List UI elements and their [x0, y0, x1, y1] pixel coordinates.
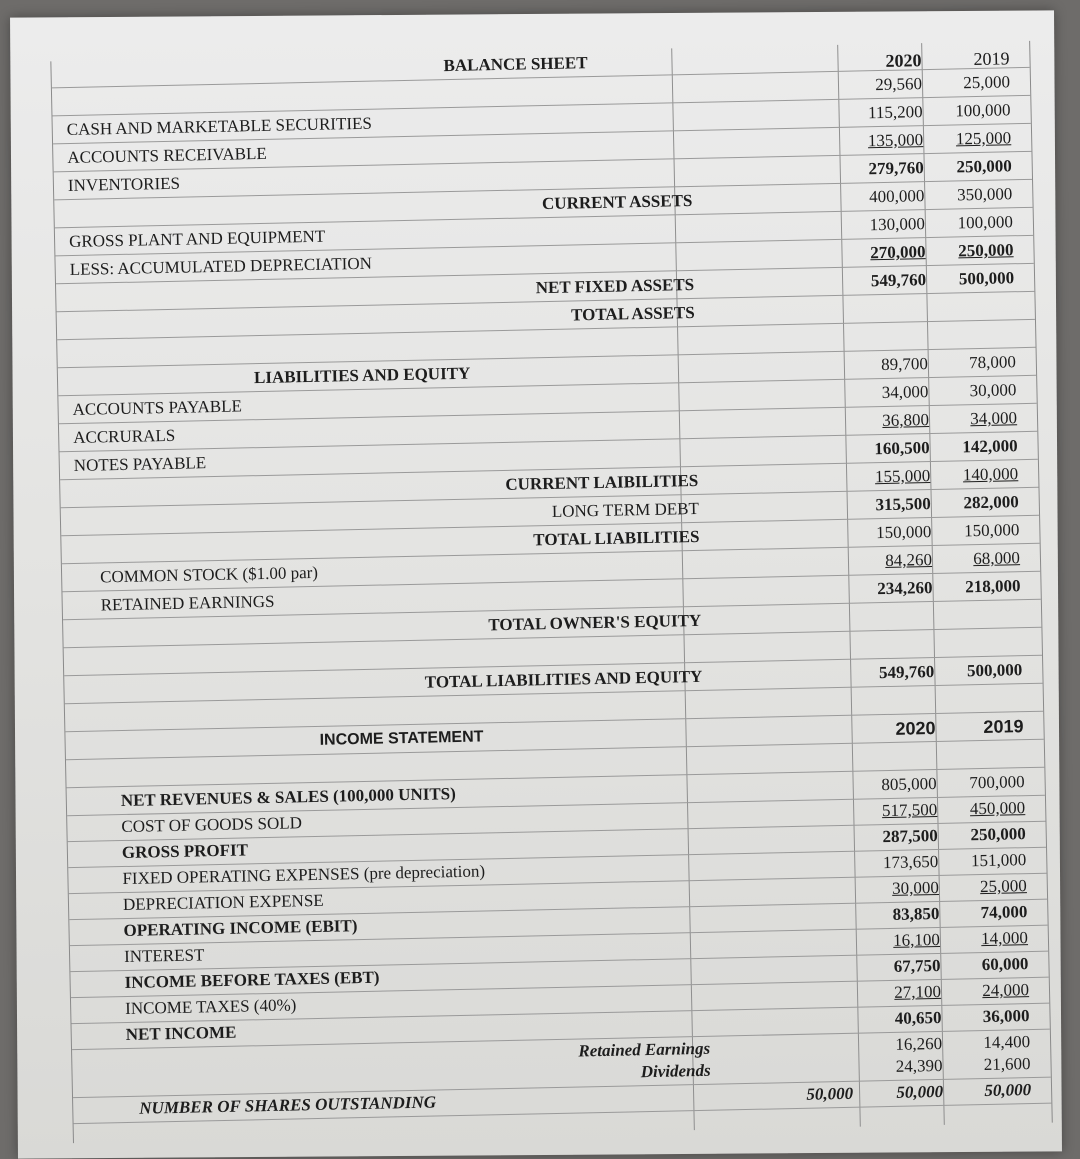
row-label: GROSS PROFIT — [121, 840, 249, 863]
row-label: ACCRURALS — [73, 425, 176, 447]
value-2019: 218,000 — [965, 576, 1021, 597]
value-2020: 67,750 — [893, 955, 941, 976]
liabilities-title: LIABILITIES AND EQUITY — [253, 363, 471, 388]
row-label-net-fixed-assets: NET FIXED ASSETS — [535, 274, 695, 298]
row-label: NET INCOME — [125, 1022, 237, 1045]
retained-earnings-label: Retained Earnings — [578, 1038, 711, 1061]
row-label: ACCOUNTS RECEIVABLE — [67, 143, 267, 168]
value-2020: 34,000 — [881, 382, 929, 403]
value-2020: 549,760 — [878, 662, 935, 683]
value-2020: 16,100 — [892, 929, 941, 950]
row-label-total-liabilities-and-equity: TOTAL LIABILITIES AND EQUITY — [424, 666, 703, 692]
value-2020: 50,000 — [896, 1081, 944, 1102]
row-label: DEPRECIATION EXPENSE — [122, 890, 324, 915]
value-2019: 50,000 — [984, 1080, 1032, 1101]
year-2020-header: 2020 — [895, 717, 936, 739]
value-2019: 25,000 — [979, 876, 1028, 897]
row-label-total-owners-equity: TOTAL OWNER'S EQUITY — [488, 610, 702, 635]
row-label: RETAINED EARNINGS — [100, 591, 275, 615]
value-2019: 36,000 — [982, 1006, 1030, 1027]
value-2019: 74,000 — [980, 902, 1028, 923]
value-2019: 24,000 — [982, 980, 1030, 1001]
value-2020: 84,260 — [885, 550, 933, 571]
value-2019: 60,000 — [981, 954, 1029, 975]
value-2020: 150,000 — [875, 522, 932, 543]
row-label: FIXED OPERATING EXPENSES (pre depreciation) — [122, 861, 486, 889]
financial-table — [50, 41, 1052, 1143]
row-label: OPERATING INCOME (EBIT) — [123, 916, 358, 941]
value-2019: 125,000 — [955, 128, 1012, 149]
value-2019: 14,400 — [983, 1032, 1031, 1053]
value-2020: 517,500 — [881, 799, 938, 821]
value-2019: 151,000 — [970, 850, 1027, 871]
shares-outstanding-label: NUMBER OF SHARES OUTSTANDING — [139, 1092, 437, 1118]
row-label-current-liabilities: CURRENT LAIBILITIES — [505, 470, 699, 494]
value-2020: 155,000 — [874, 466, 931, 487]
value-2020: 400,000 — [868, 186, 925, 207]
balance-sheet-title: BALANCE SHEET — [443, 53, 588, 76]
shares-value: 50,000 — [806, 1083, 854, 1104]
value-2020: 27,100 — [894, 981, 942, 1002]
value-2020: 24,390 — [895, 1055, 943, 1076]
value-2019: 500,000 — [966, 660, 1023, 681]
value-2020: 89,700 — [880, 354, 929, 375]
value-2019: 25,000 — [963, 72, 1011, 93]
value-2019: 140,000 — [962, 464, 1019, 485]
row-label: GROSS PLANT AND EQUIPMENT — [68, 226, 326, 252]
row-label: LESS: ACCUMULATED DEPRECIATION — [69, 253, 373, 280]
value-2020: 287,500 — [882, 825, 938, 847]
value-2020: 130,000 — [869, 214, 926, 235]
row-label: CASH AND MARKETABLE SECURITIES — [66, 113, 373, 140]
value-2020: 40,650 — [894, 1007, 942, 1028]
row-label: INVENTORIES — [67, 173, 181, 196]
value-2019: 700,000 — [969, 772, 1025, 793]
year-2019-header: 2019 — [973, 48, 1010, 70]
value-2019: 250,000 — [970, 824, 1026, 845]
value-2020: 549,760 — [870, 270, 927, 291]
value-2020: 29,560 — [875, 74, 923, 95]
row-label: INCOME BEFORE TAXES (EBT) — [124, 967, 380, 993]
year-2020-header: 2020 — [885, 50, 922, 71]
value-2020: 83,850 — [892, 903, 940, 924]
value-2019: 250,000 — [956, 156, 1012, 177]
row-label: NET REVENUES & SALES (100,000 UNITS) — [120, 784, 457, 811]
value-2019: 150,000 — [963, 520, 1020, 541]
row-label: NOTES PAYABLE — [73, 453, 207, 475]
row-label: INCOME TAXES (40%) — [124, 995, 297, 1019]
value-2020: 270,000 — [870, 242, 926, 263]
value-2020: 115,200 — [867, 102, 923, 123]
value-2020: 36,800 — [882, 410, 930, 431]
value-2019: 21,600 — [983, 1054, 1031, 1075]
value-2019: 78,000 — [968, 352, 1017, 373]
value-2019: 100,000 — [957, 212, 1014, 233]
value-2019: 250,000 — [958, 240, 1014, 261]
value-2019: 142,000 — [962, 436, 1018, 457]
value-2019: 350,000 — [956, 184, 1013, 205]
row-label: ACCOUNTS PAYABLE — [72, 396, 243, 419]
value-2020: 315,500 — [875, 494, 931, 515]
value-2020: 16,260 — [895, 1033, 943, 1054]
value-2019: 30,000 — [969, 380, 1017, 401]
value-2019: 68,000 — [973, 548, 1021, 569]
value-2019: 450,000 — [969, 798, 1026, 819]
value-2020: 234,260 — [877, 578, 933, 599]
value-2020: 173,650 — [882, 851, 939, 873]
row-label-total-assets: TOTAL ASSETS — [570, 302, 695, 325]
row-label: COMMON STOCK ($1.00 par) — [99, 562, 319, 587]
value-2020: 135,000 — [867, 130, 924, 151]
row-label: COST OF GOODS SOLD — [121, 813, 303, 837]
income-statement-title: INCOME STATEMENT — [319, 728, 484, 749]
row-label-long-term-debt: LONG TERM DEBT — [551, 498, 700, 521]
value-2020: 279,760 — [868, 158, 924, 179]
value-2019: 14,000 — [980, 928, 1029, 949]
row-label: INTEREST — [123, 945, 205, 967]
paper-sheet — [10, 10, 1062, 1158]
value-2019: 100,000 — [955, 100, 1011, 121]
value-2020: 30,000 — [891, 877, 940, 898]
value-2020: 805,000 — [881, 773, 937, 795]
year-2019-header: 2019 — [983, 716, 1024, 737]
value-2020: 160,500 — [874, 438, 930, 459]
value-2019: 34,000 — [970, 408, 1018, 429]
dividends-label: Dividends — [640, 1060, 711, 1082]
value-2019: 282,000 — [963, 492, 1019, 513]
row-label-total-liabilities: TOTAL LIABILITIES — [533, 526, 700, 550]
row-label-current-assets: CURRENT ASSETS — [541, 190, 693, 214]
value-2019: 500,000 — [958, 268, 1015, 289]
